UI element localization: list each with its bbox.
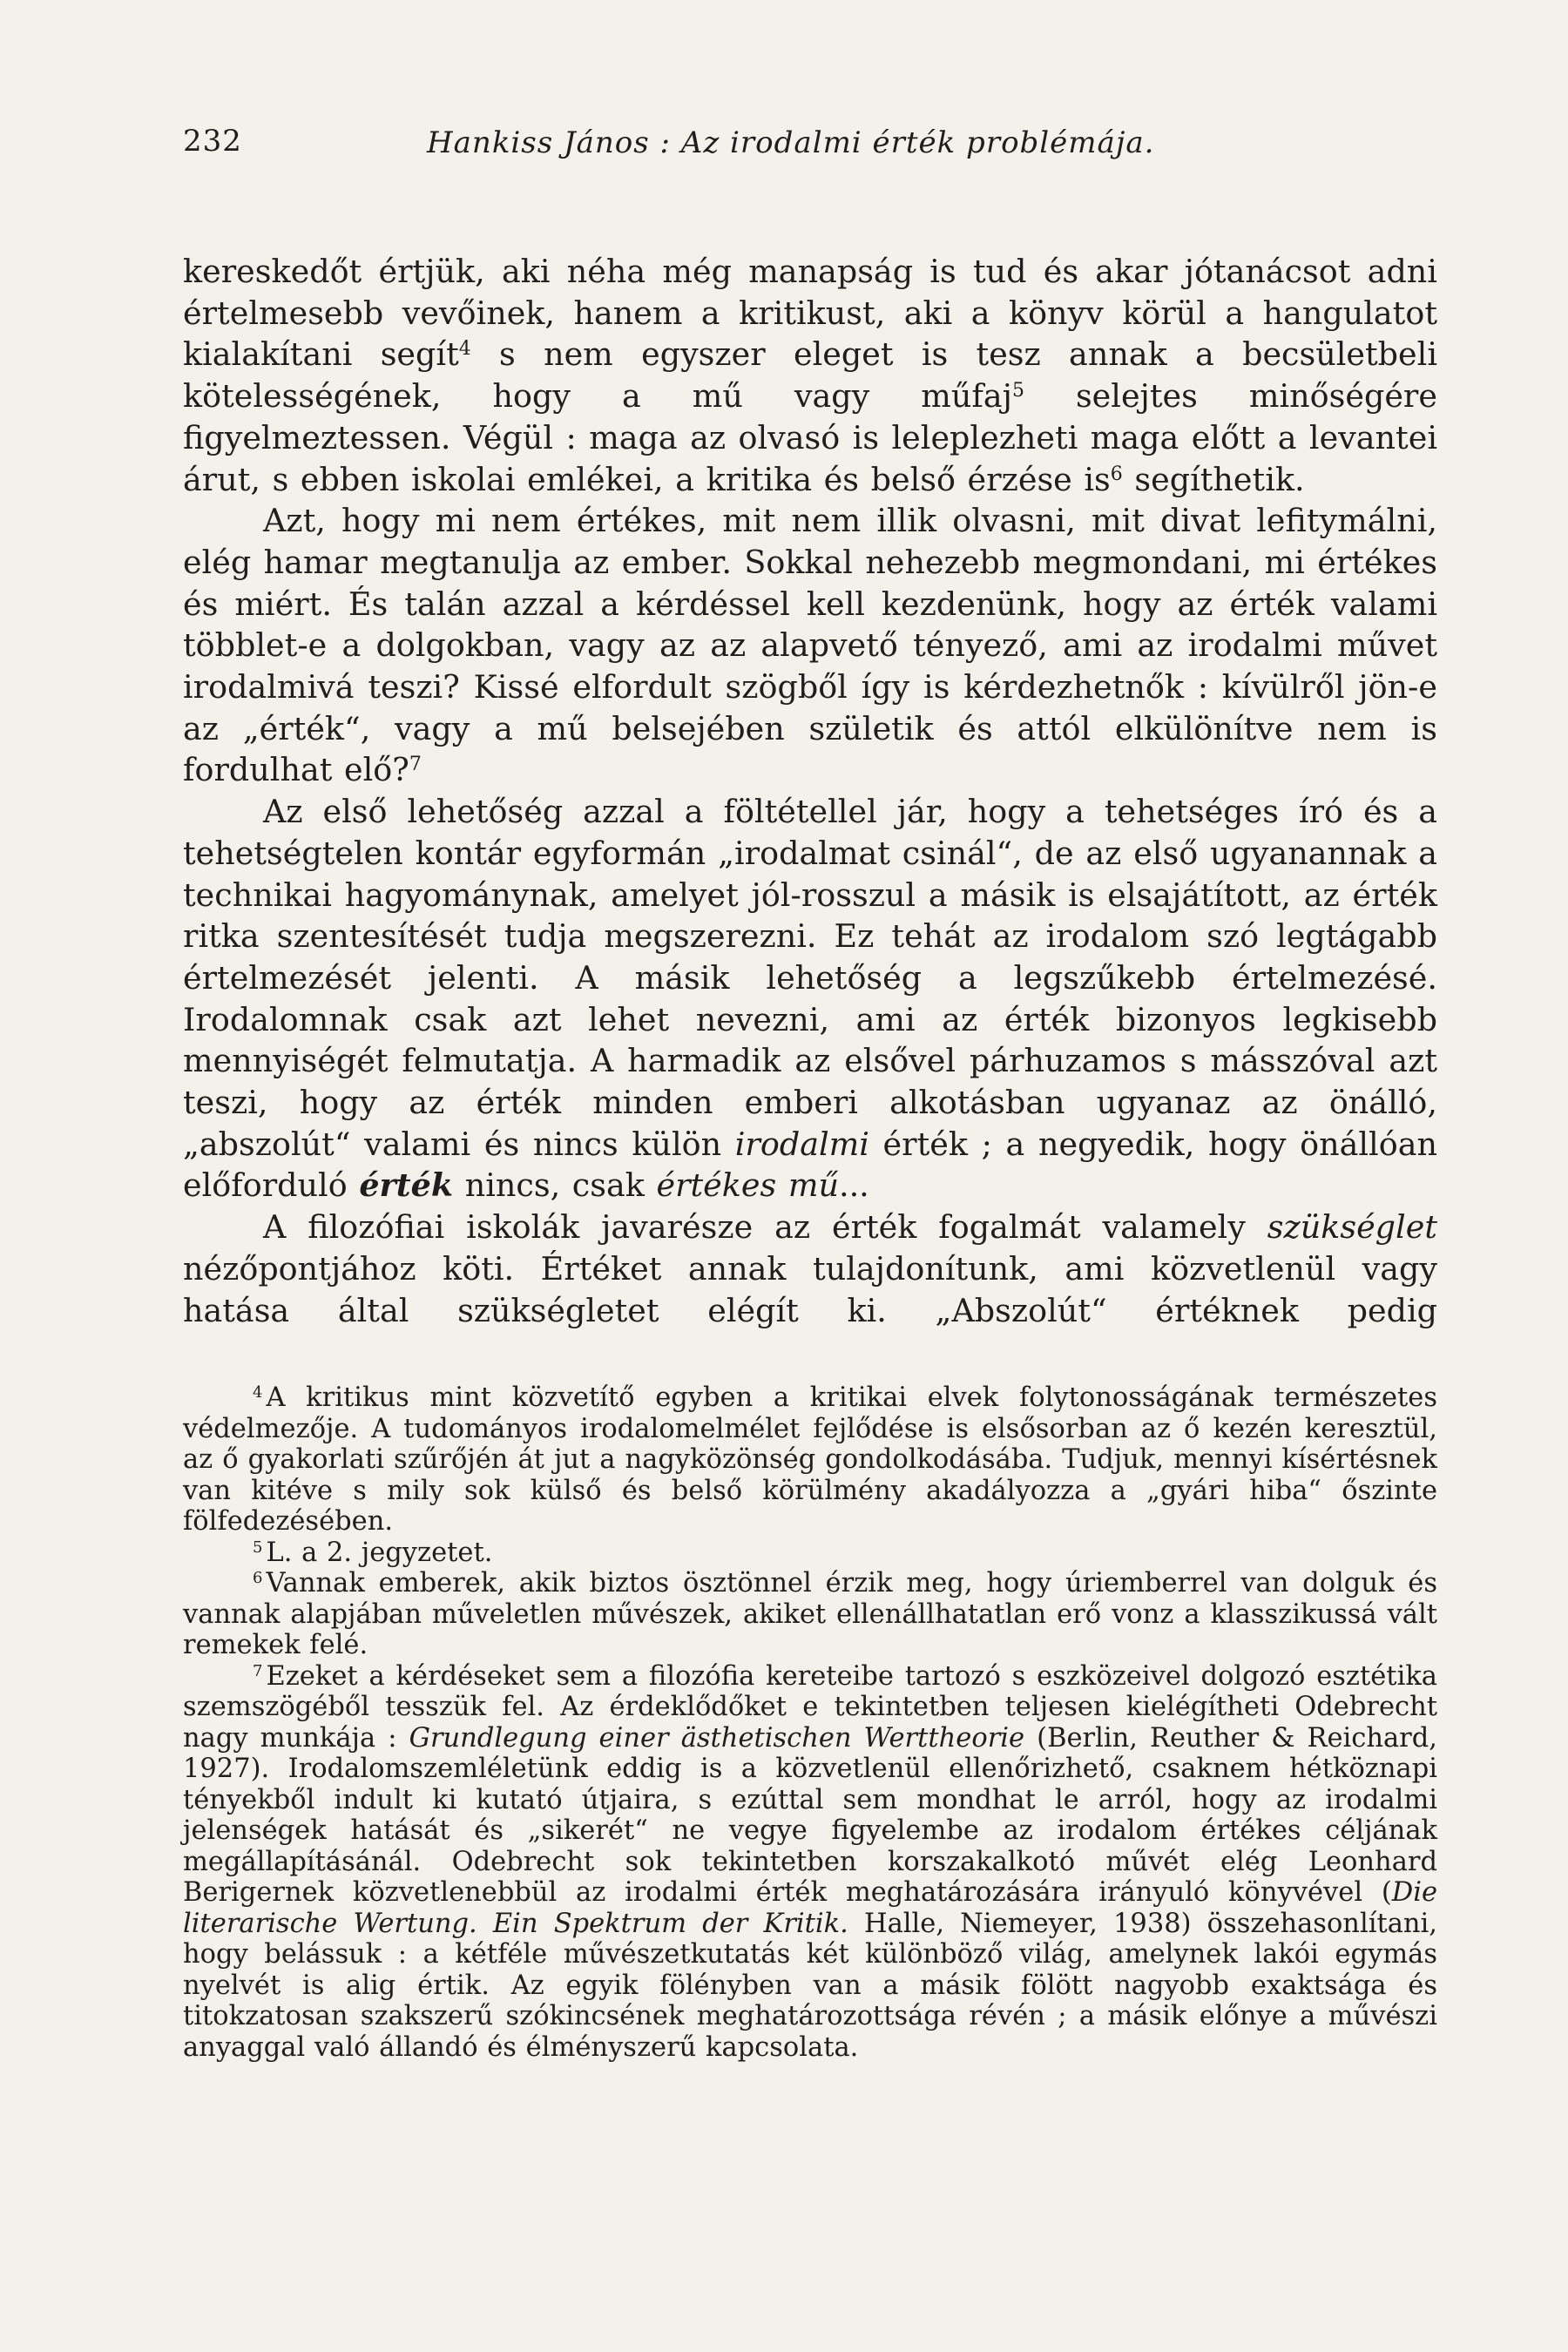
- footnote-mark: 5: [253, 1538, 263, 1557]
- text-run: ...: [838, 1166, 869, 1205]
- text-run: kereskedőt értjük, aki néha még manapság is tud és akar jótanácsot adni értelmesebb vevőinek, hanem a kritikust, aki a könyv körül a hangulatot kialakítani segít: [183, 253, 1437, 374]
- footnote-5: [183, 1538, 1437, 1569]
- paragraph-2: [183, 500, 1437, 791]
- footnote-ref-4: 4: [458, 338, 471, 361]
- footnote-4: [183, 1382, 1437, 1538]
- text-run: érték ; a negyedik, hogy önállóan előforduló: [183, 1125, 1437, 1205]
- paragraph-3: [183, 791, 1437, 1206]
- page-number: 232: [183, 124, 242, 159]
- running-head: Hankiss János : Az irodalmi érték problémája.: [427, 125, 1155, 160]
- footnote-text: L. a 2. jegyzetet.: [266, 1537, 493, 1568]
- footnote-text: A kritikus mint közvetítő egyben a kritikai elvek folytonosságának természetes védelmezője. A tudományos irodalomelmélet fejlődése is elsősorban az ő kezén keresztül, az ő gyakorlati szűrőjén át jut a nagyközönség gondolkodásába. Tudjuk, mennyi kísértésnek van kitéve s mily sok külső és belső körülmény akadályozza a „gyári hiba“ őszinte fölfedezésében.: [183, 1382, 1437, 1537]
- footnote-text: Vannak emberek, akik biztos ösztönnel érzik meg, hogy úriemberrel van dolguk és vannak alapjában műveletlen művészek, akiket ellenállhatatlan erő vonz a klasszikussá vált remekek felé.: [183, 1568, 1437, 1660]
- footnote-ref-5: 5: [1011, 380, 1024, 402]
- text-run: s nem egyszer eleget is tesz annak a becsületbeli kötelességének, hogy a mű vagy műfaj: [183, 335, 1437, 416]
- footnote-text: Halle, Niemeyer, 1938) összehasonlítani, hogy belássuk : a kétféle művészetkutatás két különböző világ, amelynek lakói egymás nyelvét is alig értik. Az egyik fölényben van a másik fölött nagyobb exaktsága és titokzatosan szakszerű szókincsének meghatározottsága révén ; a másik előnye a művészi anyaggal való állandó és élményszerű kapcsolata.: [183, 1908, 1437, 2063]
- italic-title: Die literarische Wertung. Ein Spektrum der Kritik.: [183, 1877, 1437, 1939]
- text-run: nézőpontjához köti. Értéket annak tulajdonítunk, ami közvetlenül vagy hatása által szükségletet elégít ki. „Abszolút“ értéknek pedig: [183, 1249, 1437, 1329]
- paragraph-1: [183, 251, 1437, 500]
- footnote-mark: 7: [253, 1661, 263, 1680]
- footnote-text: (Berlin, Reuther & Reichard, 1927). Irodalomszemléletünk eddig is a közvetlenül ellenőrizhető, csaknem hétköznapi tényekből indult ki kutató útjaira, s ezúttal sem mondhat le arról, hogy az irodalmi jelenségek hatását és „sikerét“ ne vegye figyelembe az irodalom értékes céljának megállapításánál. Odebrecht sok tekintetben korszakalkotó művét elég Leonhard Berigernek közvetlenebbül az irodalmi érték meghatározására irányuló könyvével (: [183, 1722, 1437, 1908]
- footnote-7: [183, 1661, 1437, 2064]
- italic-term: szükséglet: [1267, 1208, 1437, 1247]
- text-run: A filozófiai iskolák javarésze az érték fogalmát valamely: [263, 1208, 1267, 1247]
- italic-title: Grundlegung einer ästhetischen Werttheorie: [409, 1722, 1025, 1754]
- bold-italic-term: érték: [359, 1166, 454, 1205]
- footnote-ref-6: 6: [1110, 463, 1123, 485]
- text-run: segíthetik.: [1122, 460, 1305, 498]
- italic-term: értékes mű: [656, 1166, 839, 1205]
- text-run: Azt, hogy mi nem értékes, mit nem illik olvasni, mit divat lefitymálni, elég hamar megtanulja az ember. Sokkal nehezebb megmondani, mi értékes és miért. És talán azzal a kérdéssel kell kezdenünk, hogy az érték valami többlet-e a dolgokban, vagy az az alapvető tényező, ami az irodalmi művet irodalmivá teszi? Kissé elfordult szögből így is kérdezhetnők : kívülről jön-e az „érték“, vagy a mű belsejében születik és attól elkülönítve nem is fordulhat elő?: [183, 502, 1437, 789]
- footnote-6: [183, 1568, 1437, 1661]
- page-header: [183, 124, 1437, 167]
- text-run: nincs, csak: [453, 1166, 657, 1205]
- footnotes: [183, 1382, 1437, 2063]
- footnote-ref-7: 7: [409, 754, 422, 776]
- main-text: [183, 251, 1437, 1331]
- footnote-mark: 4: [253, 1383, 263, 1402]
- text-run: selejtes minőségére figyelmeztessen. Végül : maga az olvasó is leleplezheti maga előtt a levantei árut, s ebben iskolai emlékei, a kritika és belső érzése is: [183, 377, 1437, 498]
- footnote-mark: 6: [253, 1569, 263, 1587]
- paragraph-4: [183, 1206, 1437, 1331]
- footnote-text: Ezeket a kérdéseket sem a filozófia kereteibe tartozó s eszközeivel dolgozó esztétika szemszögéből tesszük fel. Az érdeklődőket e tekintetben teljesen kielégítheti Odebrecht nagy munkája :: [183, 1660, 1437, 1754]
- text-run: Az első lehetőség azzal a föltétellel jár, hogy a tehetséges író és a tehetségtelen kontár egyformán „irodalmat csinál“, de az első ugyanannak a technikai hagyománynak, amelyet jól-rosszul a másik is elsajátított, az érték ritka szentesítését tudja megszerezni. Ez tehát az irodalom szó legtágabb értelmezését jelenti. A másik lehetőség a legszűkebb értelmezésé. Irodalomnak csak azt lehet nevezni, ami az érték bizonyos legkisebb mennyiségét felmutatja. A harmadik az elsővel párhuzamos s másszóval azt teszi, hogy az érték minden emberi alkotásban ugyanaz az önálló, „abszolút“ valami és nincs külön: [183, 793, 1437, 1163]
- italic-term: irodalmi: [734, 1125, 869, 1163]
